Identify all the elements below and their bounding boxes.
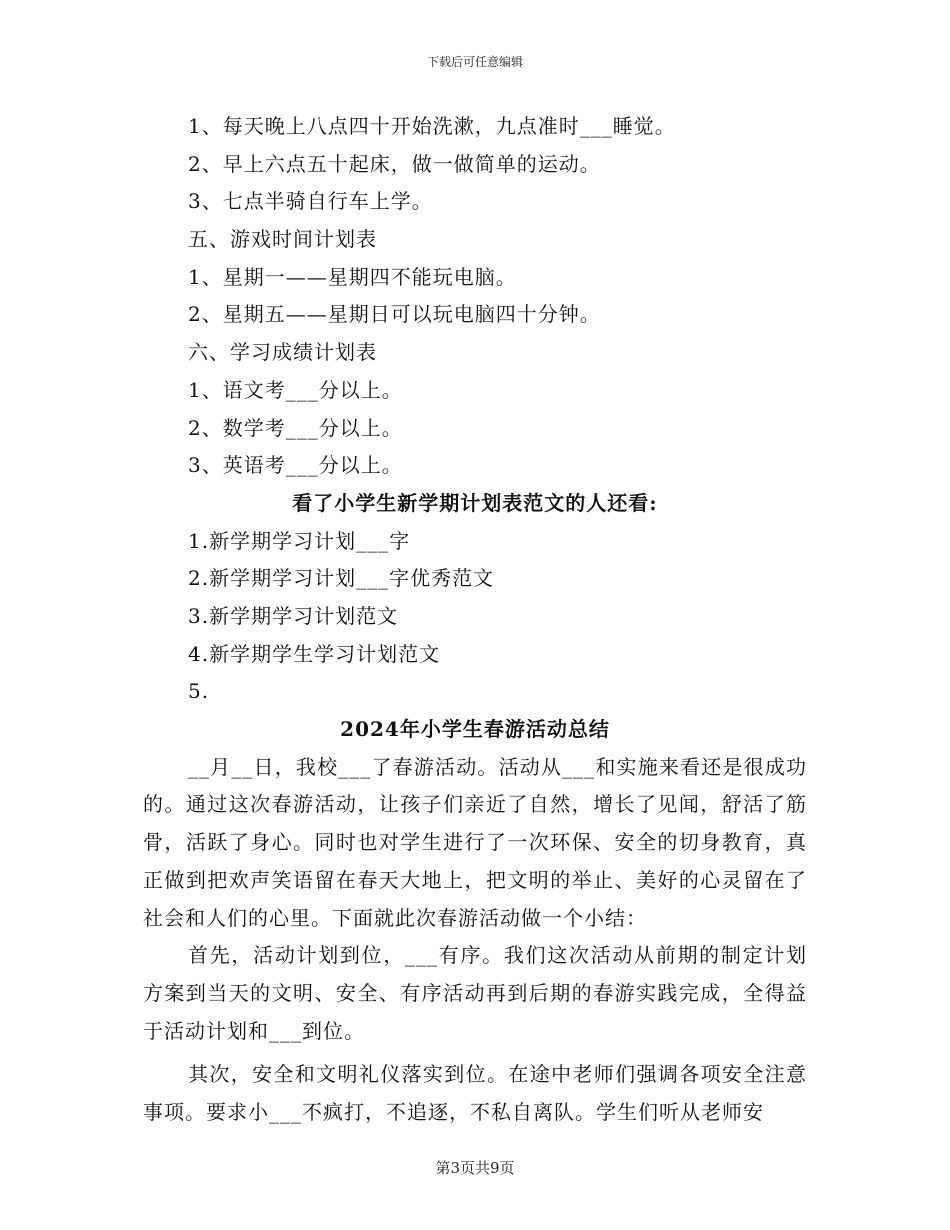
article-title: 2024年小学生春游活动总结	[340, 717, 610, 741]
section-heading: 五、游戏时间计划表	[188, 227, 377, 252]
plan-item: 1、每天晚上八点四十开始洗漱，九点准时___睡觉。	[188, 114, 676, 138]
article-paragraph: __月__日，我校___了春游活动。活动从___和实施来看还是很成功的。通过这次春游活动，让孩子们亲近了自然，增长了见闻，舒活了筋骨，活跃了身心。同时也对学生进行了一次环保、安全的切身教育，真正做到把欢声笑语留在春天大地上，把文明的举止、美好的心灵留在了社会和人们的心里。下面就此次春游活动做一个小结：	[143, 754, 807, 930]
plan-item: 2、星期五——星期日可以玩电脑四十分钟。	[188, 302, 601, 327]
related-item: 1.新学期学习计划___字	[188, 528, 411, 553]
related-item: 2.新学期学习计划___字优秀范文	[188, 566, 495, 591]
plan-item: 2、早上六点五十起床，做一做简单的运动。	[188, 151, 601, 176]
page-header: 下载后可任意编辑	[426, 55, 523, 69]
document-body	[143, 108, 807, 1132]
plan-item: 3、英语考___分以上。	[188, 453, 403, 478]
plan-item: 2、数学考___分以上。	[188, 415, 403, 440]
plan-item: 1、星期一——星期四不能玩电脑。	[188, 264, 517, 289]
section-heading: 六、学习成绩计划表	[188, 340, 377, 365]
related-item: 3.新学期学习计划范文	[188, 603, 399, 628]
article-paragraph: 其次，安全和文明礼仪落实到位。在途中老师们强调各项安全注意事项。要求小___不疯打，不追逐，不私自离队。学生们听从老师安	[143, 1062, 807, 1125]
related-item: 4.新学期学生学习计划范文	[188, 641, 441, 666]
article-paragraph: 首先，活动计划到位，___有序。我们这次活动从前期的制定计划方案到当天的文明、安全、有序活动再到后期的春游实践完成，全得益于活动计划和___到位。	[143, 943, 807, 1043]
plan-item: 3、七点半骑自行车上学。	[188, 189, 433, 214]
related-heading: 看了小学生新学期计划表范文的人还看:	[292, 490, 658, 515]
plan-item: 1、语文考___分以上。	[188, 377, 403, 402]
page-footer: 第3页共9页	[435, 1159, 515, 1177]
related-item: 5.	[188, 679, 210, 704]
